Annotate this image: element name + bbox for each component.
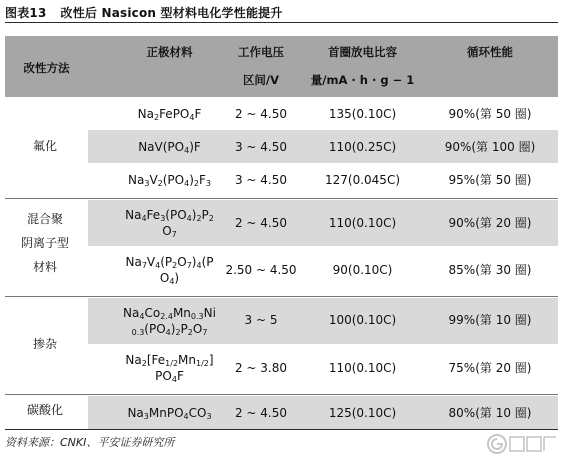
table-row bbox=[88, 396, 558, 429]
method-group-1 bbox=[5, 134, 85, 158]
source-note: 资料来源：CNKI、平安证券研究所 bbox=[5, 436, 175, 449]
capacity-cell: 90(0.10C) bbox=[332, 263, 393, 277]
cycle-cell: 95%(第 50 圈) bbox=[448, 173, 532, 187]
material-cell: $Na_2FePO_4F$ bbox=[137, 107, 202, 122]
material-cell: $Na_4Fe_3(PO_4)_2P_2$ $O_7$ bbox=[125, 208, 214, 239]
voltage-cell: 2 ~ 4.50 bbox=[234, 107, 288, 121]
cycle-cell: 75%(第 20 圈) bbox=[448, 361, 532, 375]
capacity-cell: 110(0.10C) bbox=[328, 361, 397, 375]
cycle-cell: 90%(第 100 圈) bbox=[444, 140, 536, 154]
voltage-cell: 3 ~ 5 bbox=[244, 313, 278, 327]
capacity-cell: 127(0.045C) bbox=[325, 173, 400, 187]
capacity-cell: 110(0.10C) bbox=[328, 216, 397, 230]
watermark-logo bbox=[486, 432, 558, 456]
capacity-cell: 100(0.10C) bbox=[328, 313, 397, 327]
table-row bbox=[5, 97, 558, 130]
table-row bbox=[5, 344, 558, 392]
title-rule bbox=[5, 22, 558, 23]
material-cell: $NaV(PO_4)F$ bbox=[138, 140, 201, 155]
method-text: 氟化 bbox=[32, 139, 57, 153]
header-method: 改性方法 bbox=[23, 61, 70, 75]
figure-title bbox=[5, 4, 558, 22]
bottom-rule bbox=[5, 429, 558, 430]
header-voltage-line1: 工作电压 bbox=[238, 45, 284, 59]
method-group-4 bbox=[5, 398, 85, 422]
cycle-cell: 80%(第 10 圈) bbox=[448, 406, 532, 420]
table-header bbox=[5, 36, 558, 97]
capacity-cell: 135(0.10C) bbox=[328, 107, 397, 121]
cycle-cell: 90%(第 20 圈) bbox=[448, 216, 532, 230]
cycle-cell: 99%(第 10 圈) bbox=[448, 313, 532, 327]
capacity-cell: 110(0.25C) bbox=[328, 140, 397, 154]
capacity-cell: 125(0.10C) bbox=[328, 406, 397, 420]
voltage-cell: 3 ~ 4.50 bbox=[234, 173, 288, 187]
group-divider bbox=[5, 198, 558, 199]
header-capacity-line1: 首圈放电比容 bbox=[328, 45, 397, 59]
method-text: 碳酸化 bbox=[26, 403, 63, 417]
header-material: 正极材料 bbox=[146, 45, 193, 59]
header-voltage-line2: 区间/V bbox=[242, 73, 280, 87]
table-row bbox=[88, 298, 558, 344]
voltage-cell: 2.50 ~ 4.50 bbox=[225, 263, 297, 277]
method-text: 阴离子型 bbox=[20, 236, 69, 250]
method-text: 混合聚 bbox=[26, 212, 63, 226]
voltage-cell: 3 ~ 4.50 bbox=[234, 140, 288, 154]
group-divider bbox=[5, 296, 558, 297]
header-cycle: 循环性能 bbox=[467, 45, 513, 59]
material-cell: $Na_3V_2(PO_4)_2F_3$ bbox=[128, 173, 211, 188]
cycle-cell: 85%(第 30 圈) bbox=[448, 263, 532, 277]
table-row bbox=[5, 163, 558, 196]
figure-title-text: 改性后 Nasicon 型材料电化学性能提升 bbox=[60, 6, 283, 20]
material-cell: $Na_7V_4(P_2O_7)_4(P$ $O_4$) bbox=[125, 255, 214, 286]
table-row bbox=[5, 246, 558, 294]
header-capacity-line2: 量/mA · h · g − 1 bbox=[310, 73, 415, 87]
voltage-cell: 2 ~ 4.50 bbox=[234, 406, 288, 420]
figure-label: 图表13 bbox=[5, 6, 47, 20]
material-cell: $Na_4Co_{2.4}Mn_{0.3}Ni$ $_{0.3}(PO_4)_2P_2O_7$ bbox=[123, 306, 216, 337]
table-row bbox=[88, 130, 558, 163]
group-divider bbox=[5, 394, 558, 395]
material-cell: $Na_3MnPO_4CO_3$ bbox=[127, 406, 212, 421]
method-text: 材料 bbox=[32, 260, 57, 274]
voltage-cell: 2 ~ 4.50 bbox=[234, 216, 288, 230]
cycle-cell: 90%(第 50 圈) bbox=[448, 107, 532, 121]
table-row bbox=[88, 200, 558, 246]
method-text: 掺杂 bbox=[32, 337, 57, 351]
material-cell: $Na_2[Fe_{1/2}Mn_{1/2}]$ $PO_4F$ bbox=[125, 353, 214, 384]
voltage-cell: 2 ~ 3.80 bbox=[234, 361, 288, 375]
